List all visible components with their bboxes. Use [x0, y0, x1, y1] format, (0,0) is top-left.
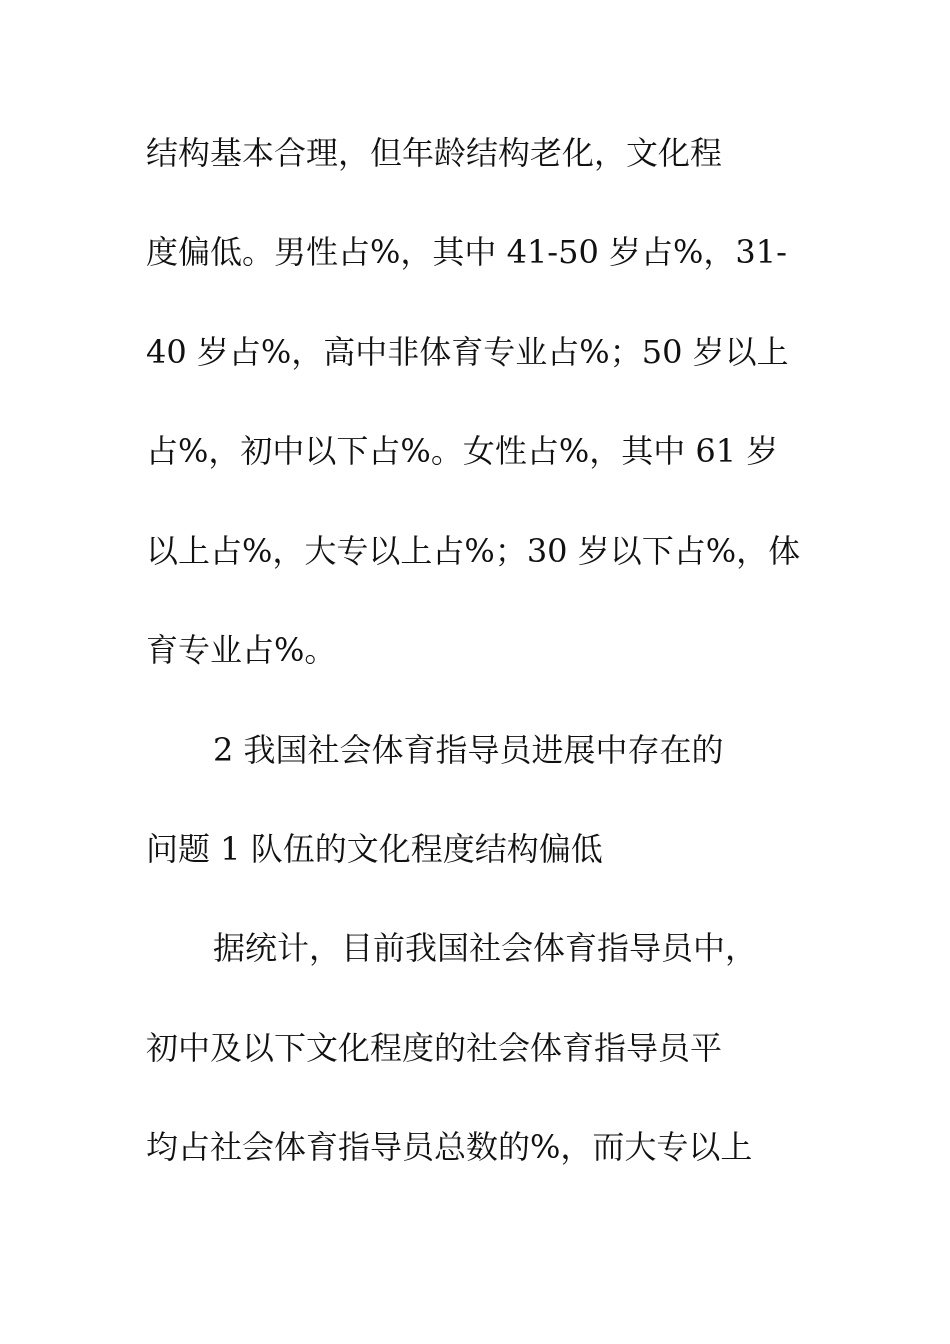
text-line: 占%，初中以下占%。女性占%，其中 61 岁 — [146, 432, 779, 470]
text-line: 度偏低。男性占%，其中 41-50 岁占%，31- — [146, 233, 787, 271]
text-line: 结构基本合理，但年龄结构老化，文化程 — [146, 134, 723, 172]
text-line: 初中及以下文化程度的社会体育指导员平 — [146, 1029, 723, 1067]
text-line: 40 岁占%，高中非体育专业占%；50 岁以上 — [146, 333, 789, 371]
section-heading-line: 问题 1 队伍的文化程度结构偏低 — [146, 830, 603, 868]
text-line: 育专业占%。 — [146, 631, 337, 669]
text-line: 以上占%，大专以上占%；30 岁以下占%，体 — [146, 532, 801, 570]
text-line: 据统计，目前我国社会体育指导员中， — [213, 929, 758, 967]
section-heading-line: 2 我国社会体育指导员进展中存在的 — [213, 731, 724, 769]
text-line: 均占社会体育指导员总数的%，而大专以上 — [146, 1128, 753, 1166]
